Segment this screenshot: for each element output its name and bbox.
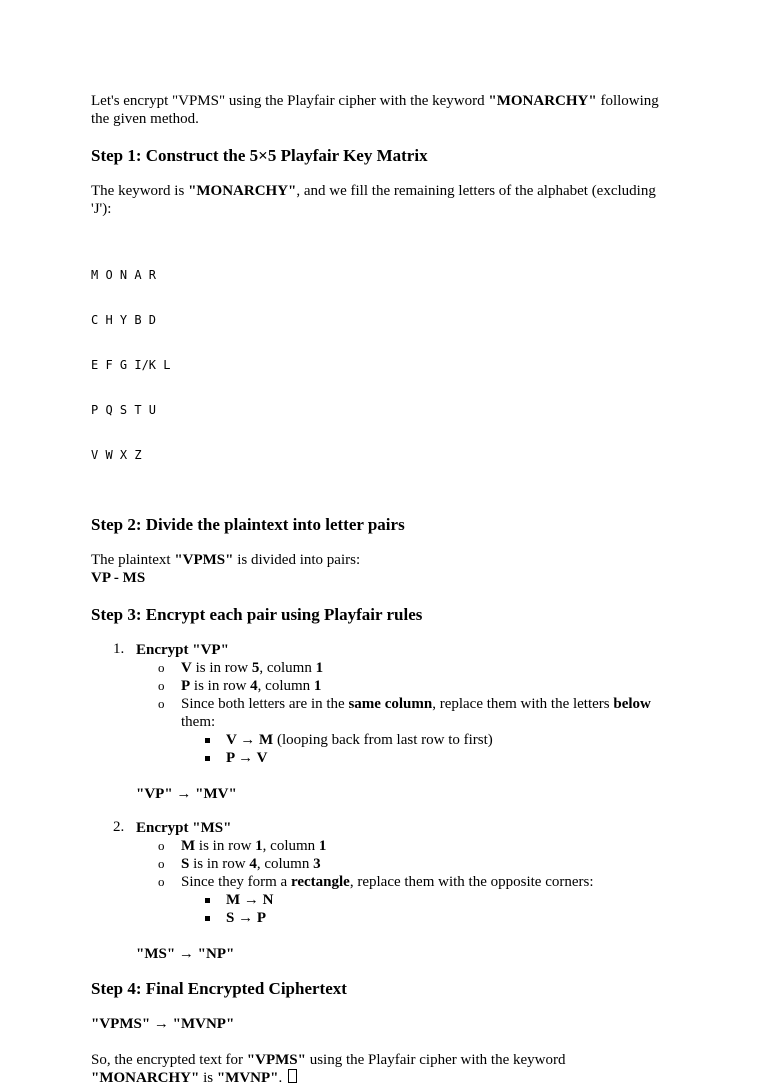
- pair-title: Encrypt "MS": [136, 820, 232, 836]
- text: , column: [262, 838, 319, 854]
- plaintext: "VPMS": [246, 1052, 306, 1068]
- circle-bullet-icon: o: [158, 696, 165, 711]
- matrix-row: V W X Z: [91, 448, 142, 462]
- letter-pairs: [91, 569, 672, 587]
- pair-result: "VP" → "MV": [136, 786, 237, 802]
- intro-text: Let's encrypt "VPMS" using the Playfair cipher with the keyword: [91, 93, 489, 109]
- letter: M: [181, 838, 196, 854]
- text: Since both letters are in the: [181, 696, 349, 712]
- text: is in row: [195, 838, 256, 854]
- emphasis: rectangle: [290, 874, 350, 890]
- text: , replace them with the letters: [432, 696, 614, 712]
- matrix-row: M O N A R: [91, 268, 157, 282]
- row-number: 4: [249, 856, 257, 872]
- key-matrix: [91, 238, 672, 493]
- row-number: 1: [255, 838, 263, 854]
- sub-list-item: [136, 659, 672, 677]
- column-number: 1: [318, 838, 327, 854]
- step2-paragraph: [91, 551, 672, 569]
- text: using the Playfair cipher with the keyword: [305, 1052, 566, 1068]
- sub-list-item: [136, 855, 672, 873]
- pair-title: Encrypt "VP": [136, 642, 229, 658]
- substitution: M → N: [226, 892, 274, 908]
- text: , column: [256, 856, 314, 872]
- text: is: [199, 1070, 217, 1086]
- text: is in row: [190, 678, 251, 694]
- text: them:: [181, 714, 216, 730]
- column-number: 1: [313, 678, 322, 694]
- ciphertext: "MVNP": [216, 1070, 279, 1086]
- square-bullet-icon: [205, 738, 210, 743]
- square-bullet-icon: [205, 916, 210, 921]
- encryption-steps-list: [91, 641, 672, 963]
- column-number: 3: [313, 856, 321, 872]
- step1-text: The keyword is: [91, 183, 189, 199]
- circle-bullet-icon: o: [158, 660, 165, 675]
- letter-pairs-value: VP - MS: [91, 570, 146, 586]
- substitution: S → P: [226, 910, 267, 926]
- step2-text: The plaintext: [91, 552, 175, 568]
- sub-sub-list: [181, 731, 672, 767]
- sub-list: [136, 659, 672, 767]
- step2-heading: Step 2: Divide the plaintext into letter pairs: [91, 515, 405, 534]
- row-number: 4: [250, 678, 258, 694]
- sub-sub-list: [181, 891, 672, 927]
- circle-bullet-icon: o: [158, 874, 165, 889]
- letter: V: [181, 660, 192, 676]
- keyword: "MONARCHY": [91, 1070, 200, 1086]
- missing-glyph-icon: [288, 1069, 297, 1083]
- sub-list-item: [136, 837, 672, 855]
- emphasis: same column: [348, 696, 433, 712]
- step4-heading: Step 4: Final Encrypted Ciphertext: [91, 979, 347, 998]
- text: So, the encrypted text for: [91, 1052, 247, 1068]
- step1-keyword: "MONARCHY": [188, 183, 297, 199]
- sub-sub-list-item: [181, 749, 672, 767]
- pair-result: "MS" → "NP": [136, 946, 235, 962]
- matrix-row: C H Y B D: [91, 313, 157, 327]
- row-number: 5: [251, 660, 260, 676]
- sub-sub-list-item: [181, 731, 672, 749]
- text: .: [278, 1070, 286, 1086]
- sub-sub-list-item: [181, 909, 672, 927]
- matrix-row: P Q S T U: [91, 403, 157, 417]
- column-number: 1: [315, 660, 324, 676]
- list-item-vp: [91, 641, 672, 803]
- circle-bullet-icon: o: [158, 678, 165, 693]
- square-bullet-icon: [205, 756, 210, 761]
- text: , replace them with the opposite corners:: [349, 874, 594, 890]
- sub-list-item: [136, 677, 672, 695]
- list-number: 2.: [113, 819, 125, 835]
- final-ciphertext: "VPMS" → "MVNP": [91, 1016, 235, 1032]
- sub-list: [136, 837, 672, 927]
- circle-bullet-icon: o: [158, 856, 165, 871]
- text: , column: [257, 678, 314, 694]
- list-number: 1.: [113, 641, 125, 657]
- sub-list-item: [136, 873, 672, 927]
- emphasis: below: [613, 696, 651, 712]
- conclusion-paragraph: [91, 1051, 672, 1087]
- text: is in row: [189, 856, 250, 872]
- substitution: V → M: [226, 732, 274, 748]
- intro-text-end: following the given method.: [91, 93, 659, 127]
- letter: S: [181, 856, 190, 872]
- list-item-ms: [91, 819, 672, 963]
- text: , column: [259, 660, 316, 676]
- text: Since they form a: [181, 874, 291, 890]
- step1-heading: Step 1: Construct the 5×5 Playfair Key Matrix: [91, 146, 428, 165]
- text: is in row: [191, 660, 252, 676]
- square-bullet-icon: [205, 898, 210, 903]
- step1-text-end: , and we fill the remaining letters of the alphabet (excluding 'J'):: [91, 183, 656, 217]
- step1-paragraph: [91, 182, 672, 218]
- intro-paragraph: [91, 92, 672, 128]
- sub-list-item: [136, 695, 672, 767]
- letter: P: [181, 678, 191, 694]
- step3-heading: Step 3: Encrypt each pair using Playfair rules: [91, 605, 423, 624]
- text: (looping back from last row to first): [273, 732, 493, 748]
- substitution: P → V: [226, 750, 268, 766]
- matrix-row: E F G I/K L: [91, 358, 171, 372]
- intro-keyword: "MONARCHY": [488, 93, 597, 109]
- sub-sub-list-item: [181, 891, 672, 909]
- circle-bullet-icon: o: [158, 838, 165, 853]
- step2-text-end: is divided into pairs:: [233, 552, 361, 568]
- step2-plaintext: "VPMS": [174, 552, 234, 568]
